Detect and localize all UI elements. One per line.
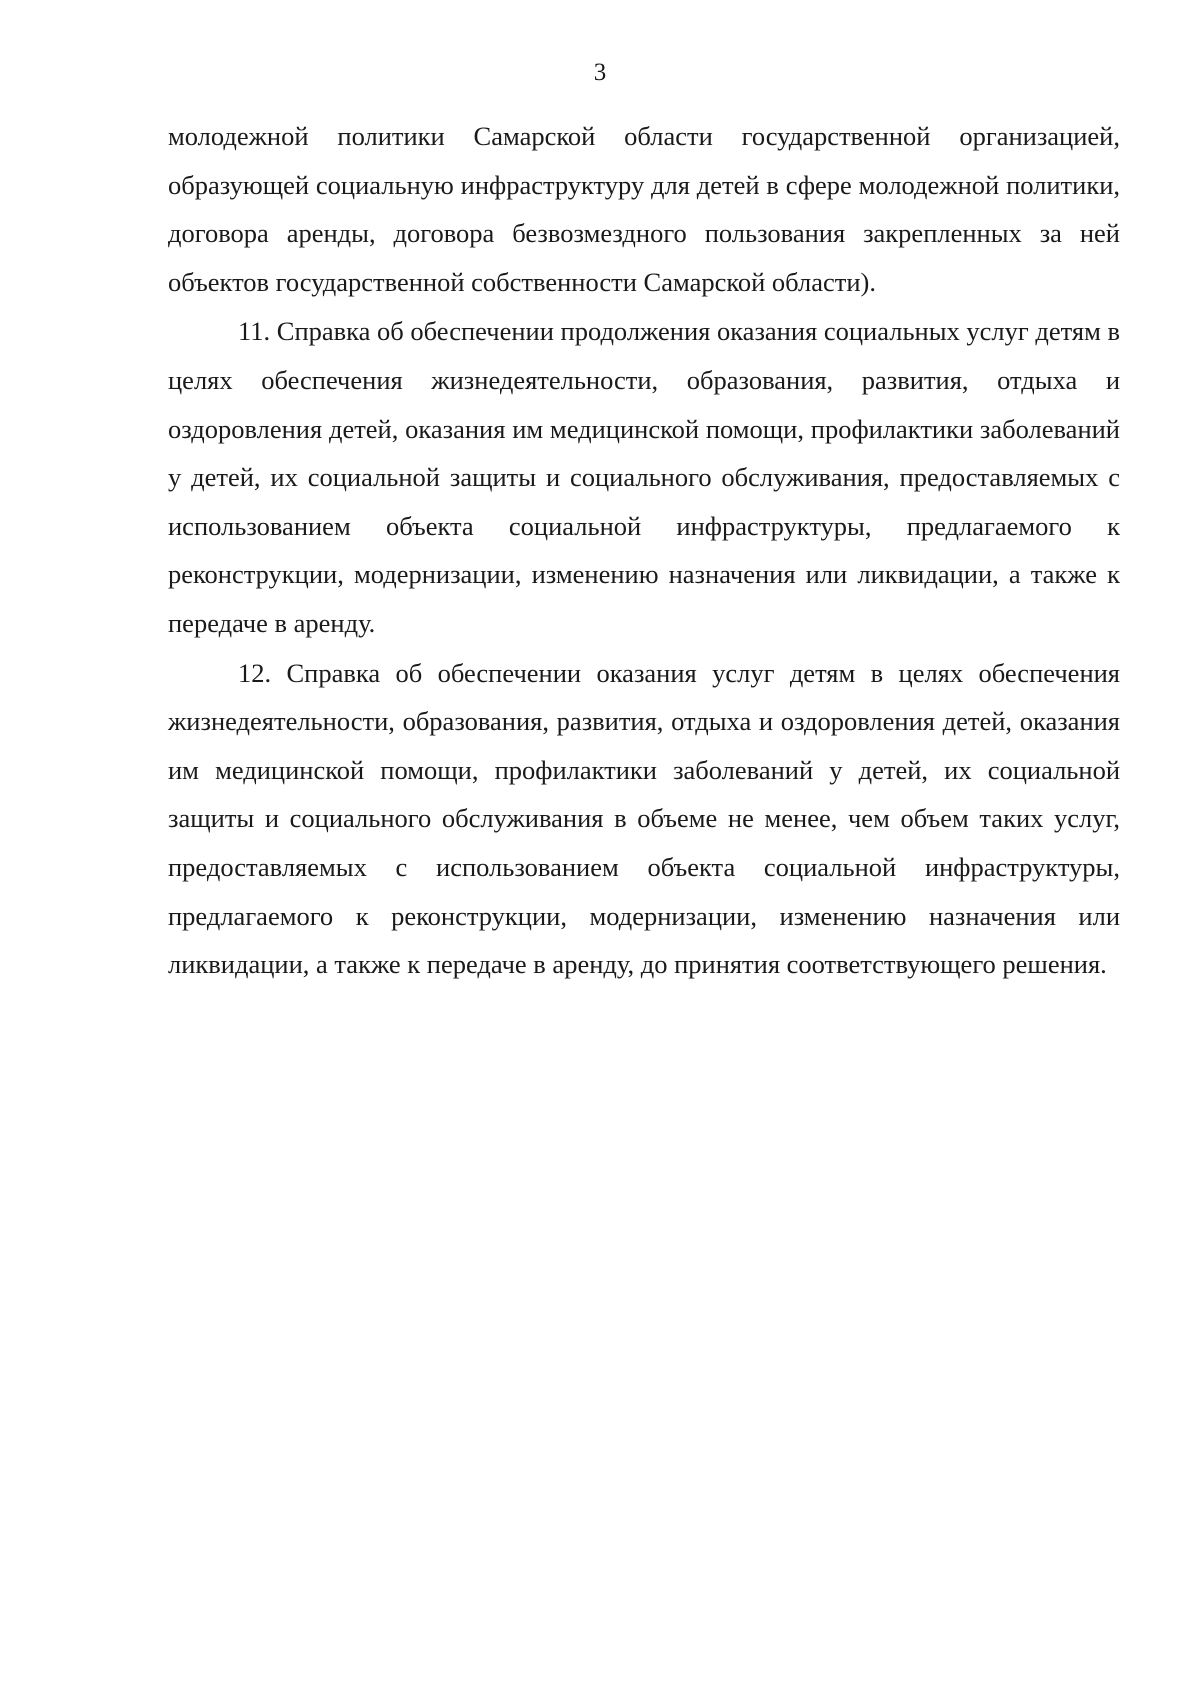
page-number: 3 <box>593 59 607 86</box>
document-body <box>168 112 1120 989</box>
paragraph-item-12: 12. Справка об обеспечении оказания услуг детям в целях обеспечения жизнедеятельности, образования, развития, отдыха и оздоровления детей, оказания им медицинской помощи, профилактики заболеваний у детей, их социальной защиты и социального обслуживания в объеме не менее, чем объем таких услуг, предоставляемых с использованием объекта социальной инфраструктуры, предлагаемого к реконструкции, модернизации, изменению назначения или ликвидации, а также к передаче в аренду, до принятия соответствующего решения. <box>168 657 1120 980</box>
paragraph-continuation: молодежной политики Самарской области государственной организацией, образующей социальную инфраструктуру для детей в сфере молодежной политики, договора аренды, договора безвозмездного пользования закрепленных за ней объектов государственной собственности Самарской области). <box>168 121 1120 297</box>
paragraph-item-11: 11. Справка об обеспечении продолжения оказания социальных услуг детям в целях обеспечения жизнедеятельности, образования, развития, отдыха и оздоровления детей, оказания им медицинской помощи, профилактики заболеваний у детей, их социальной защиты и социального обслуживания, предоставляемых с использованием объекта социальной инфраструктуры, предлагаемого к реконструкции, модернизации, изменению назначения или ликвидации, а также к передаче в аренду. <box>168 316 1120 638</box>
